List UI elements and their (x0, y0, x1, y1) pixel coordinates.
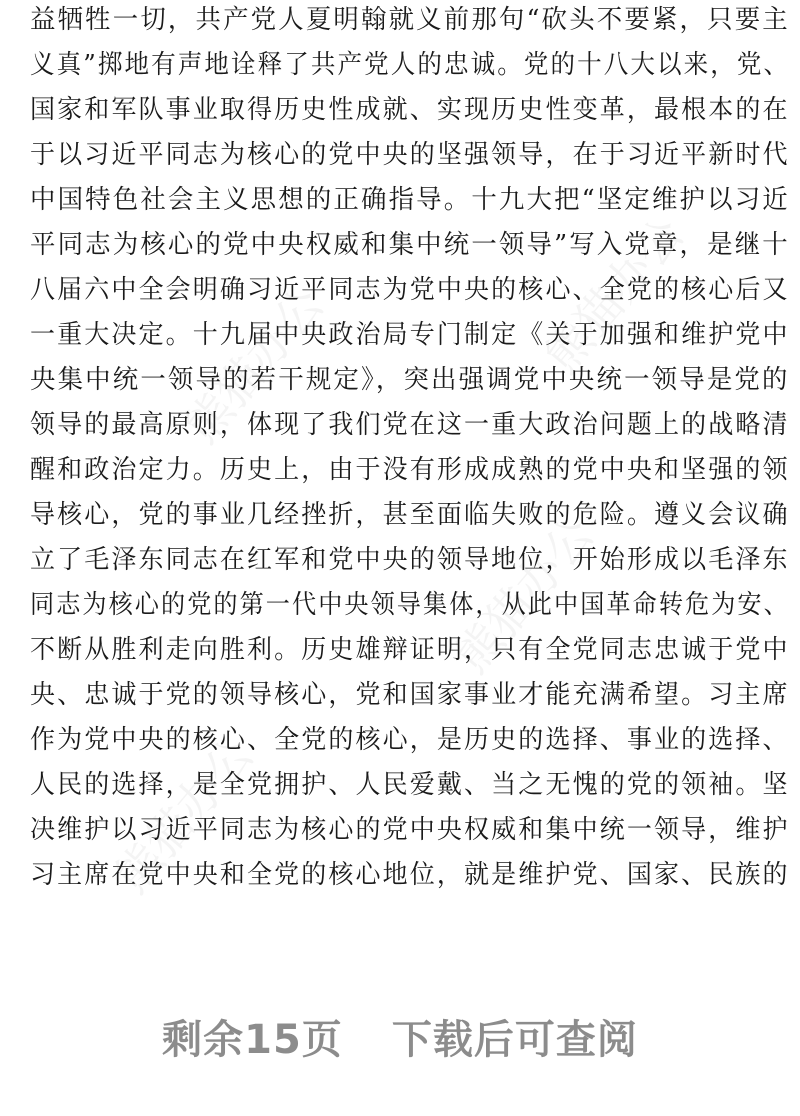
watermark: 熊猫办公 (444, 507, 605, 683)
text-line: 习主席在党中央和全党的核心地位，就是维护党、国家、民族的 (30, 860, 790, 890)
watermark: 熊猫办公 (534, 207, 695, 383)
text-line: 益牺牲一切，共产党人夏明翰就义前那句“砍头不要紧，只要主 (30, 5, 790, 35)
text-line: 于以习近平同志为核心的党中央的坚强领导，在于习近平新时代 (30, 140, 790, 170)
text-line: 醒和政治定力。历史上，由于没有形成成熟的党中央和坚强的领 (30, 455, 790, 485)
text-line: 同志为核心的党的第一代中央领导集体，从此中国革命转危为安、 (30, 590, 790, 620)
text-line: 决维护以习近平同志为核心的党中央权威和集中统一领导，维护 (30, 815, 790, 845)
text-line: 一重大决定。十九届中央政治局专门制定《关于加强和维护党中 (30, 320, 790, 350)
text-line: 人民的选择，是全党拥护、人民爱戴、当之无愧的党的领袖。坚 (30, 770, 790, 800)
text-line: 央集中统一领导的若干规定》，突出强调党中央统一领导是党的 (30, 365, 790, 395)
text-line: 作为党中央的核心、全党的核心，是历史的选择、事业的选择、 (30, 725, 790, 755)
text-line: 中国特色社会主义思想的正确指导。十九大把“坚定维护以习近 (30, 185, 790, 215)
text-line: 国家和军队事业取得历史性成就、实现历史性变革，最根本的在 (30, 95, 790, 125)
text-line: 立了毛泽东同志在红军和党中央的领导地位，开始形成以毛泽东 (30, 545, 790, 575)
text-line: 不断从胜利走向胜利。历史雄辩证明，只有全党同志忠诚于党中 (30, 635, 790, 665)
text-line: 央、忠诚于党的领导核心，党和国家事业才能充满希望。习主席 (30, 680, 790, 710)
remaining-pages-label: 剩余15页 (162, 1017, 343, 1063)
text-line: 八届六中全会明确习近平同志为党中央的核心、全党的核心后又 (30, 275, 790, 305)
text-line: 导核心，党的事业几经挫折，甚至面临失败的危险。遵义会议确 (30, 500, 790, 530)
download-hint-label[interactable]: 下载后可查阅 (391, 1017, 638, 1063)
download-banner[interactable] (0, 1010, 800, 1070)
watermark: 熊猫办公 (104, 727, 265, 903)
text-line: 义真”掷地有声地诠释了共产党人的忠诚。党的十八大以来，党、 (30, 50, 791, 80)
watermark: 熊猫办公 (174, 277, 335, 453)
text-line: 领导的最高原则，体现了我们党在这一重大政治问题上的战略清 (30, 410, 790, 440)
text-line: 平同志为核心的党中央权威和集中统一领导”写入党章，是继十 (30, 230, 790, 260)
